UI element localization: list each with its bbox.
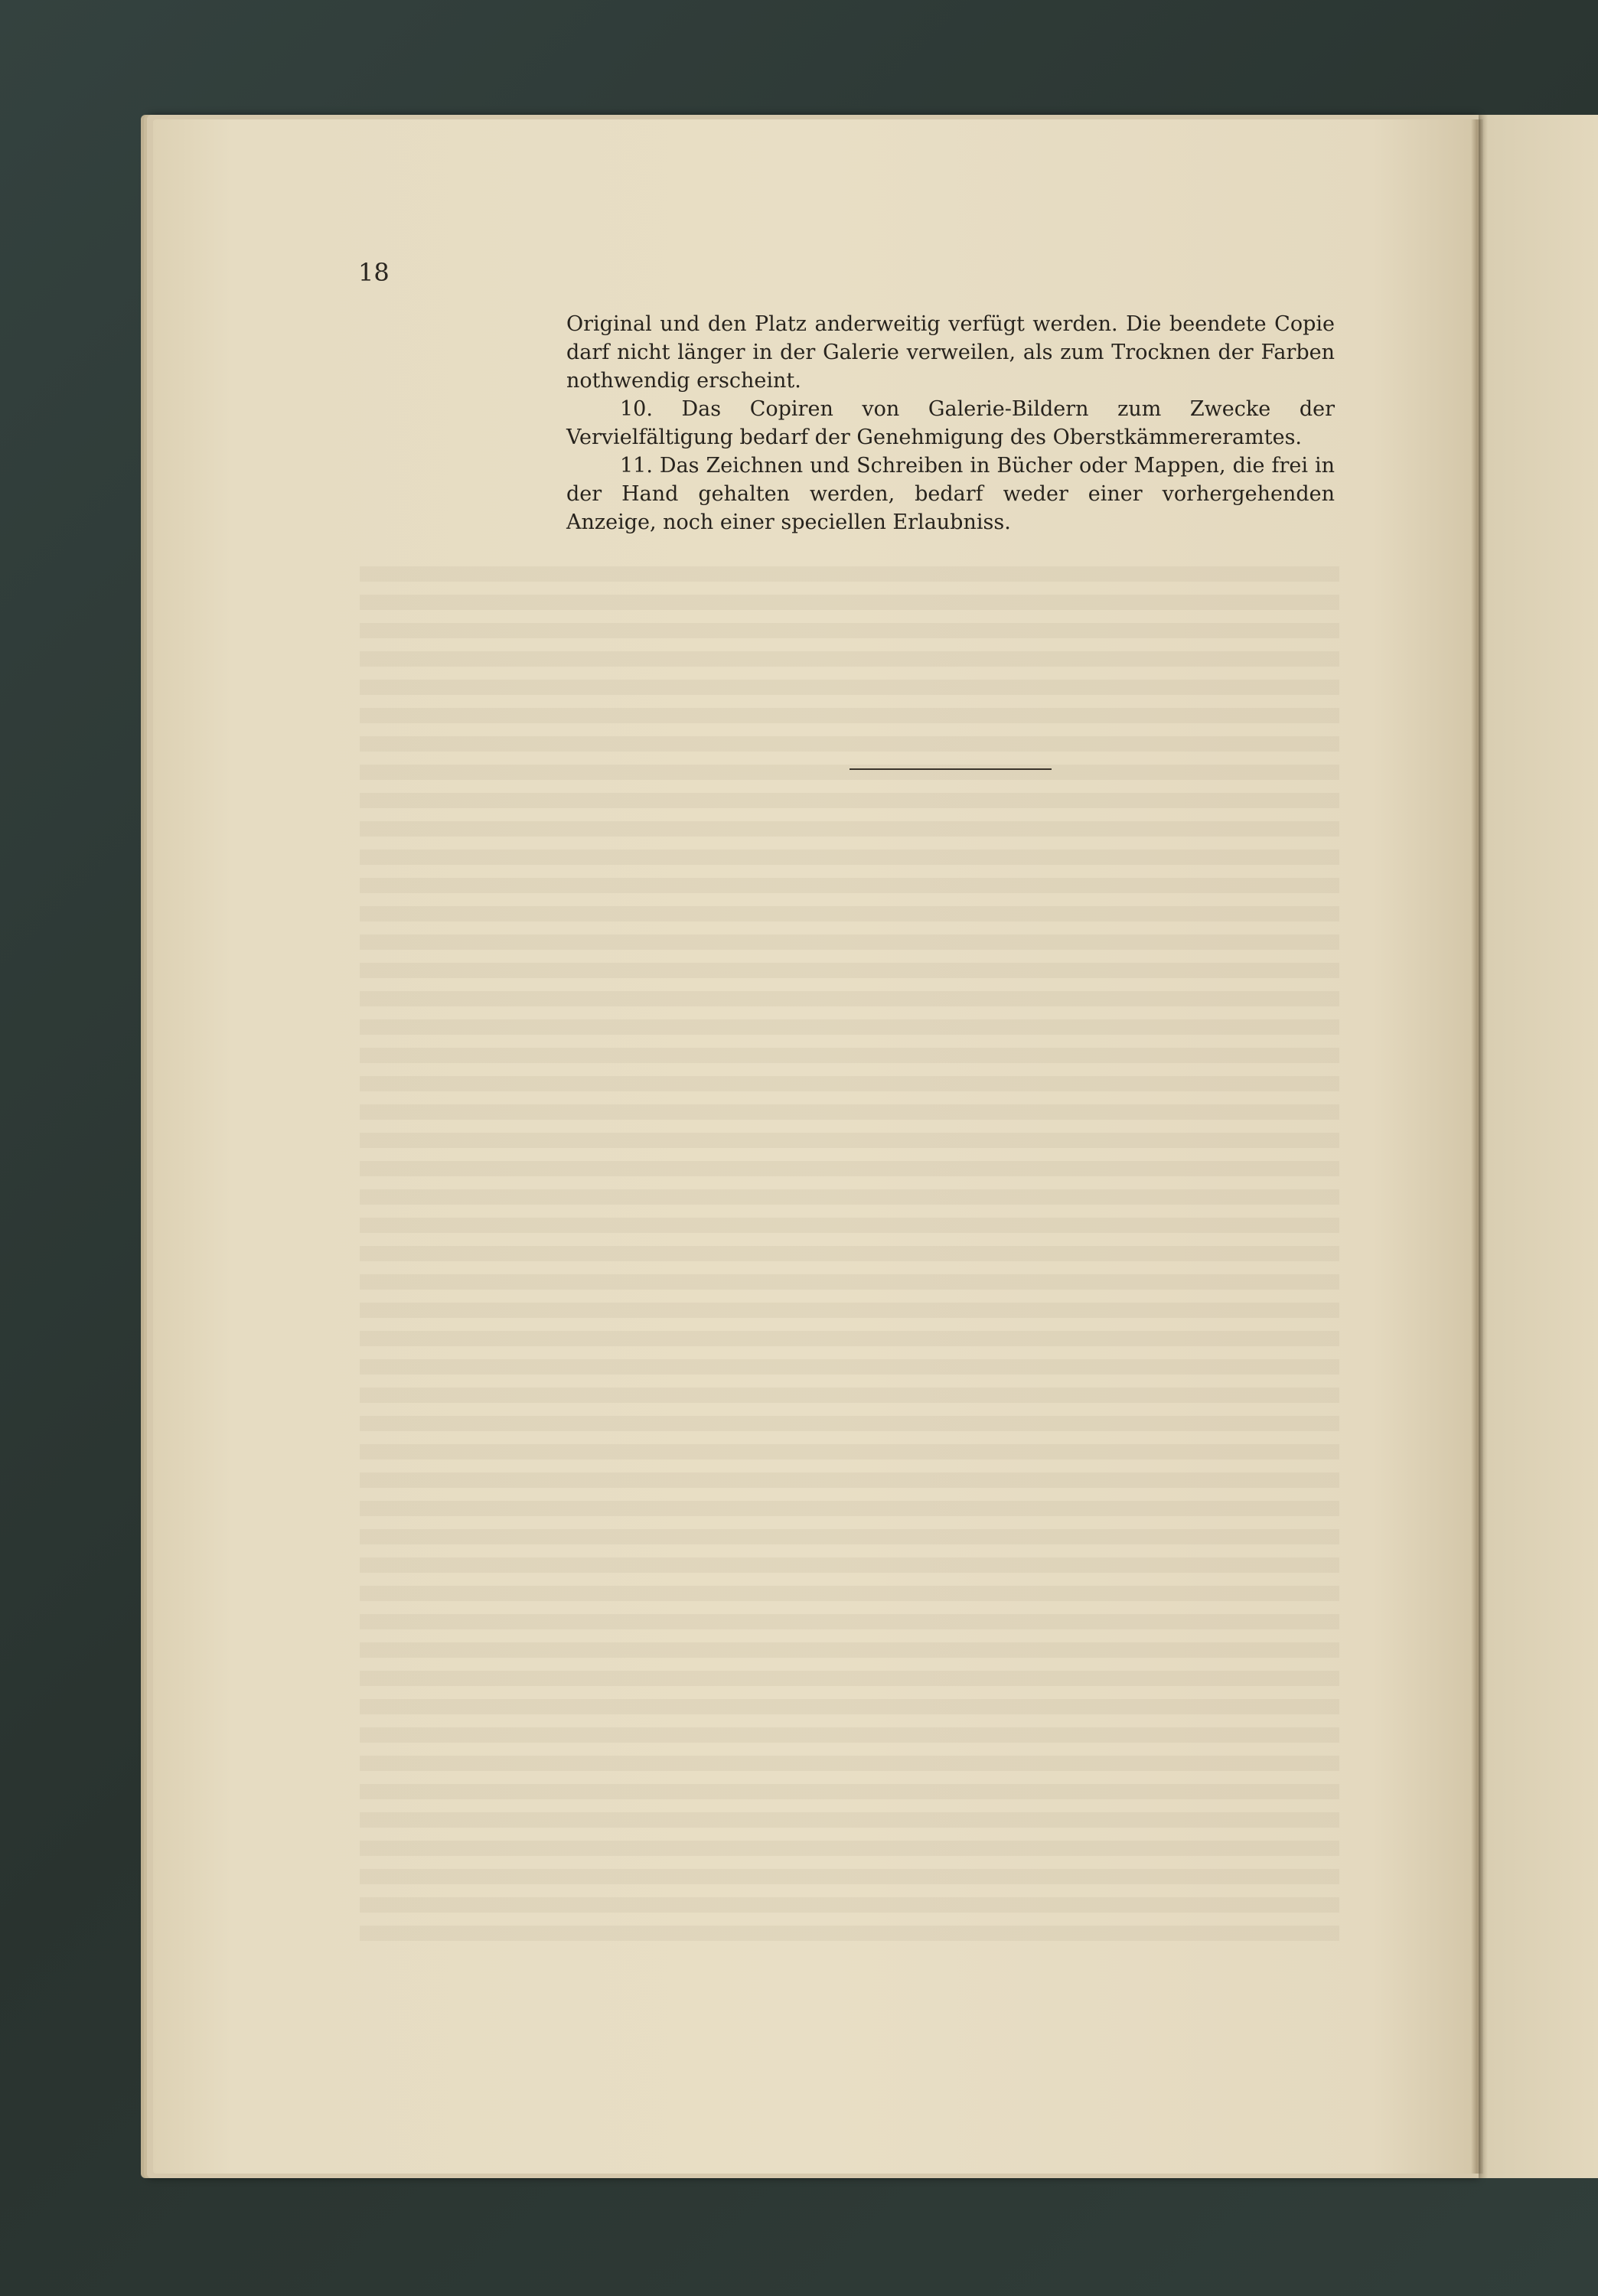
book-gutter xyxy=(1471,119,1483,2174)
paragraph-continuation: Original und den Platz anderweitig verfügt werden. Die beendete Copie darf nicht länger in der Galerie verweilen, als zum Trocknen der Farben nothwendig erscheint. xyxy=(566,312,1335,393)
facing-page-edge xyxy=(1479,115,1598,2178)
closing-rule xyxy=(850,768,1052,770)
paragraph-rule-11: 11. Das Zeichnen und Schreiben in Bücher oder Mappen, die frei in der Hand gehalten werden, bedarf weder einer vorhergehenden Anzeige, noch einer speciellen Erlaubniss. xyxy=(566,454,1335,534)
body-text xyxy=(566,310,1335,536)
page-number: 18 xyxy=(358,258,390,287)
paragraph-rule-10: 10. Das Copiren von Galerie-Bildern zum Zwecke der Vervielfältigung bedarf der Genehmigung des Oberstkämmereramtes. xyxy=(566,397,1335,449)
